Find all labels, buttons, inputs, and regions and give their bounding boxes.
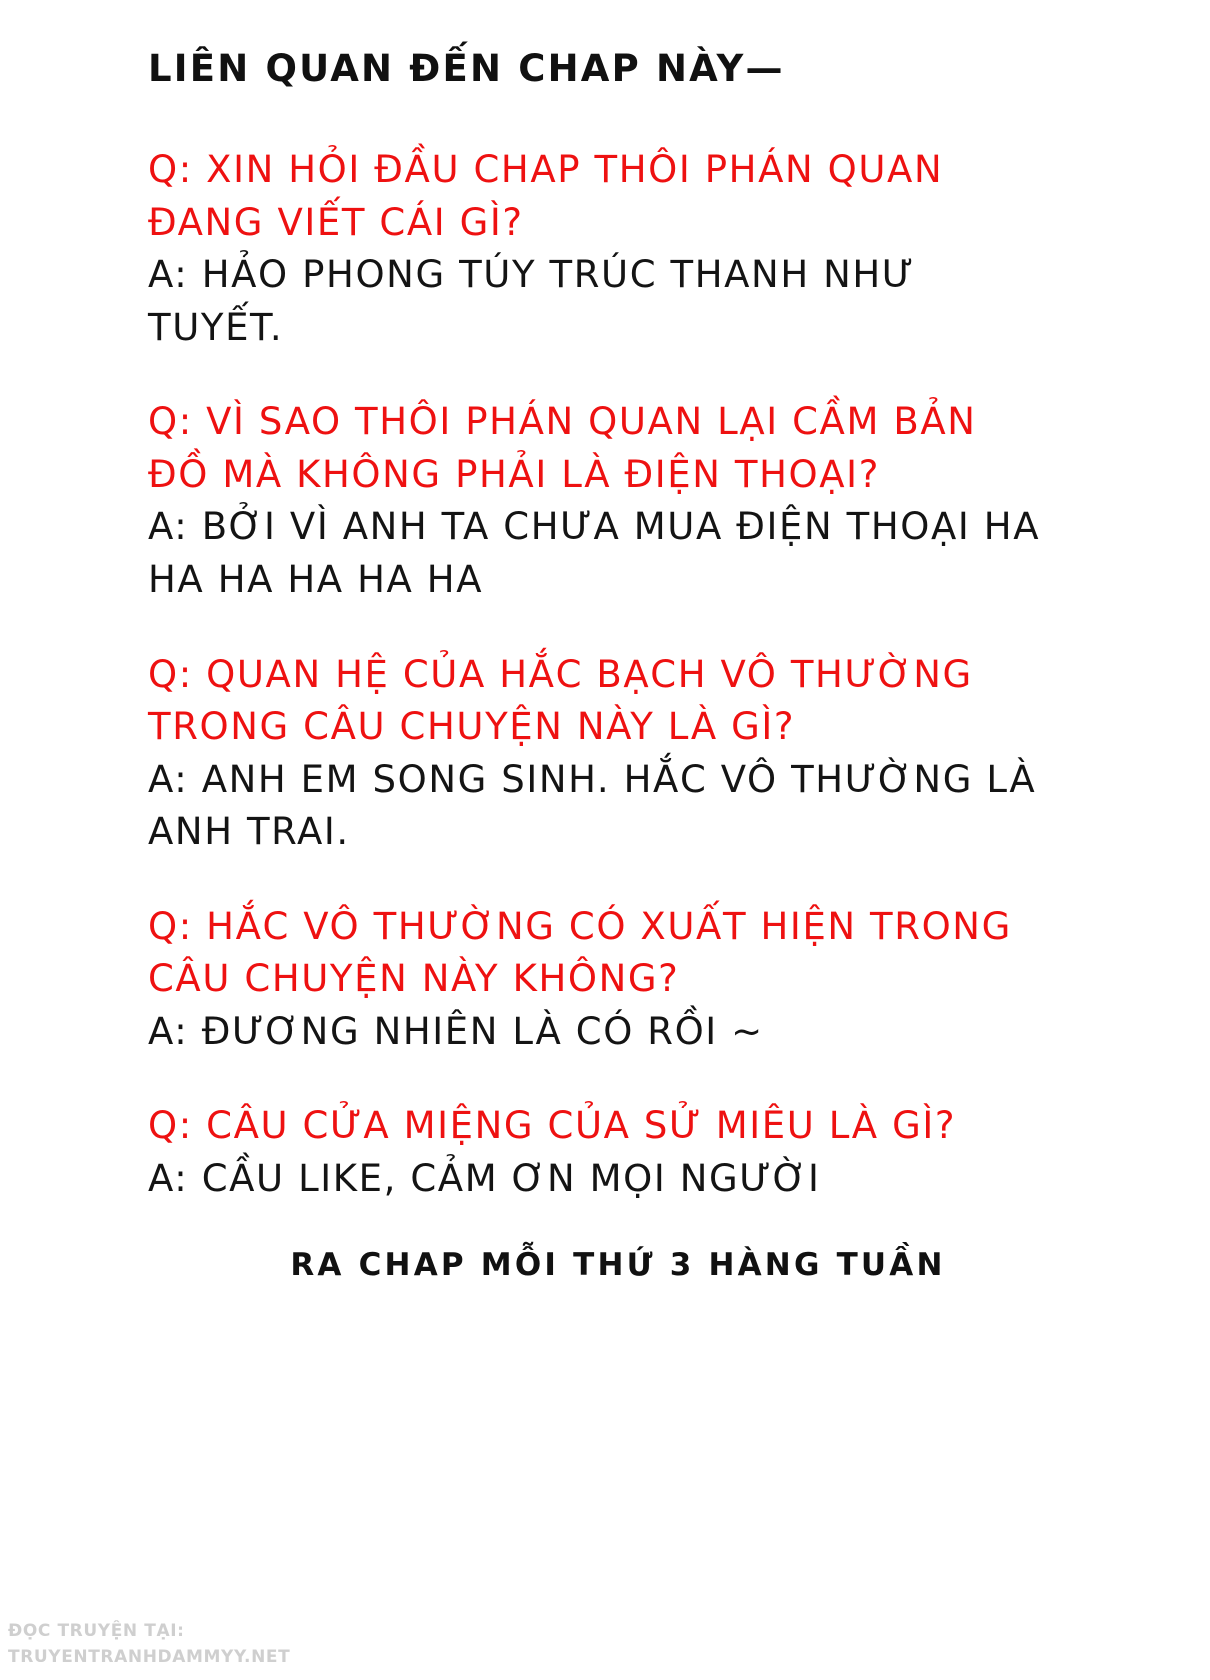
qa-question: Q: CÂU CỬA MIỆNG CỦA SỬ MIÊU LÀ GÌ? xyxy=(148,1104,957,1148)
qa-answer: A: ĐƯƠNG NHIÊN LÀ CÓ RỒI ~ xyxy=(148,1009,764,1053)
qa-answer: A: ANH EM SONG SINH. HẮC VÔ THƯỜNG LÀ ANH TRAI. xyxy=(148,757,1037,854)
qa-question: Q: VÌ SAO THÔI PHÁN QUAN LẠI CẦM BẢN ĐỒ MÀ KHÔNG PHẢI LÀ ĐIỆN THOẠI? xyxy=(148,400,977,496)
watermark-line-2: TRUYENTRANHDAMMYY.NET xyxy=(8,1646,291,1667)
qa-question: Q: QUAN HỆ CỦA HẮC BẠCH VÔ THƯỜNG TRONG CÂU CHUYỆN NÀY LÀ GÌ? xyxy=(148,652,973,749)
qa-answer: A: BỞI VÌ ANH TA CHƯA MUA ĐIỆN THOẠI HA HA HA HA HA HA xyxy=(148,505,1041,601)
watermark xyxy=(8,1619,290,1670)
qa-question: Q: HẮC VÔ THƯỜNG CÓ XUẤT HIỆN TRONG CÂU CHUYỆN NÀY KHÔNG? xyxy=(148,904,1012,1001)
page-title: LIÊN QUAN ĐẾN CHAP NÀY— xyxy=(148,47,785,90)
qa-item xyxy=(148,1100,1048,1205)
qa-item xyxy=(148,396,1048,606)
qa-question: Q: XIN HỎI ĐẦU CHAP THÔI PHÁN QUAN ĐANG VIẾT CÁI GÌ? xyxy=(148,148,944,244)
qa-answer: A: HẢO PHONG TÚY TRÚC THANH NHƯ TUYẾT. xyxy=(148,253,916,349)
qa-content xyxy=(148,46,1048,1314)
qa-item xyxy=(148,901,1048,1059)
qa-item xyxy=(148,144,1048,354)
qa-item xyxy=(148,649,1048,859)
qa-answer: A: CẦU LIKE, CẢM ƠN MỌI NGƯỜI xyxy=(148,1156,821,1200)
watermark-line-1: ĐỌC TRUYỆN TẠI: xyxy=(8,1621,185,1641)
release-schedule-note: RA CHAP MỖI THỨ 3 HÀNG TUẦN xyxy=(290,1247,946,1284)
